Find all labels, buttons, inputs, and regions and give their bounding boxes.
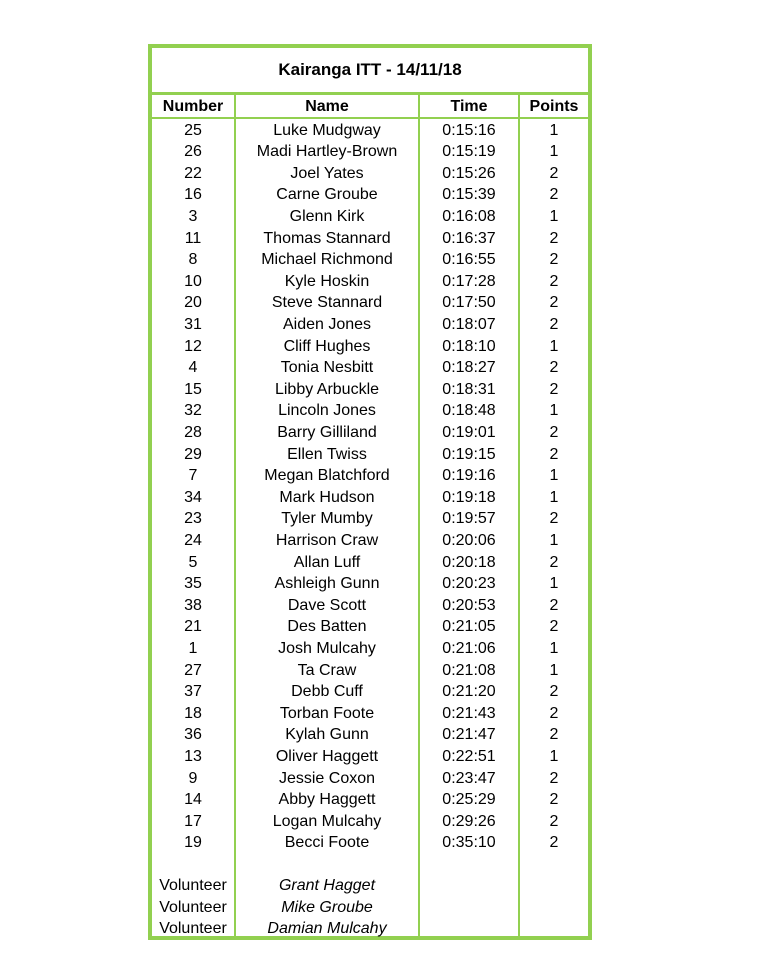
result-time-cell: 0:19:16 (442, 467, 496, 485)
result-name-cell: Oliver Haggett (275, 747, 379, 765)
result-points-cell: 2 (549, 359, 559, 377)
result-time-cell: 0:21:43 (442, 704, 496, 722)
result-name-cell: Kylah Gunn (285, 726, 369, 744)
result-name-cell: Ellen Twiss (287, 445, 367, 463)
result-points-cell: 1 (549, 121, 559, 139)
result-points-cell: 2 (549, 380, 559, 398)
result-number-cell: 10 (184, 272, 202, 290)
result-time-cell: 0:20:23 (442, 575, 496, 593)
result-name-cell: Jessie Coxon (278, 769, 376, 787)
result-points-cell: 2 (549, 769, 559, 787)
result-name-cell: Dave Scott (287, 596, 367, 614)
result-name-cell: Debb Cuff (291, 683, 363, 701)
result-name-cell: Steve Stannard (271, 294, 383, 312)
result-name-cell: Aiden Jones (282, 315, 372, 333)
result-points-cell: 2 (549, 596, 559, 614)
result-time-cell: 0:29:26 (442, 812, 496, 830)
result-name-cell: Megan Blatchford (264, 467, 390, 485)
result-number-cell: 24 (184, 531, 202, 549)
result-time-cell: 0:17:28 (442, 272, 496, 290)
result-points-cell: 2 (549, 726, 559, 744)
volunteer-name: Mike Groube (281, 898, 373, 916)
result-number-cell: 12 (184, 337, 202, 355)
result-time-cell: 0:18:48 (442, 402, 496, 420)
result-points-cell: 2 (549, 553, 559, 571)
result-points-cell: 2 (549, 164, 559, 182)
result-time-cell: 0:16:37 (442, 229, 496, 247)
result-points-cell: 2 (549, 315, 559, 333)
result-name-cell: Barry Gilliland (277, 423, 377, 441)
result-number-cell: 31 (184, 315, 202, 333)
result-time-cell: 0:23:47 (442, 769, 496, 787)
result-time-cell: 0:19:57 (442, 510, 496, 528)
result-time-cell: 0:19:01 (442, 423, 496, 441)
result-time-cell: 0:22:51 (442, 747, 496, 765)
result-time-cell: 0:19:18 (442, 488, 496, 506)
result-time-cell: 0:20:53 (442, 596, 496, 614)
results-sheet (148, 44, 592, 940)
result-time-cell: 0:21:08 (442, 661, 496, 679)
result-time-cell: 0:21:47 (442, 726, 496, 744)
volunteer-label: Volunteer (159, 877, 227, 894)
result-points-cell: 2 (549, 704, 559, 722)
volunteer-label: Volunteer (159, 920, 227, 938)
header-time: Time (450, 98, 488, 115)
result-name-cell: Ashleigh Gunn (274, 575, 380, 593)
result-time-cell: 0:35:10 (442, 834, 496, 852)
result-time-cell: 0:25:29 (442, 791, 496, 809)
result-points-cell: 2 (549, 229, 559, 247)
result-number-cell: 3 (188, 207, 198, 225)
result-name-cell: Michael Richmond (261, 251, 393, 269)
result-time-cell: 0:16:55 (442, 251, 496, 269)
result-time-cell: 0:17:50 (442, 294, 496, 312)
result-number-cell: 5 (188, 553, 198, 571)
result-time-cell: 0:16:08 (442, 207, 496, 225)
result-number-cell: 29 (184, 445, 202, 463)
result-number-cell: 1 (188, 639, 198, 657)
result-number-cell: 25 (184, 121, 202, 139)
result-name-cell: Abby Haggett (278, 791, 376, 809)
result-number-cell: 27 (184, 661, 202, 679)
result-points-cell: 2 (549, 251, 559, 269)
result-points-cell: 2 (549, 791, 559, 809)
header-points: Points (529, 98, 579, 115)
result-points-cell: 2 (549, 294, 559, 312)
result-time-cell: 0:18:07 (442, 315, 496, 333)
result-name-cell: Tonia Nesbitt (280, 359, 374, 377)
volunteer-name: Grant Hagget (278, 877, 376, 894)
result-time-cell: 0:15:19 (442, 143, 496, 161)
result-number-cell: 38 (184, 596, 202, 614)
result-time-cell: 0:20:06 (442, 531, 496, 549)
result-name-cell: Madi Hartley-Brown (256, 143, 398, 161)
result-time-cell: 0:18:31 (442, 380, 496, 398)
result-points-cell: 1 (549, 639, 559, 657)
result-name-cell: Josh Mulcahy (278, 639, 376, 657)
result-number-cell: 36 (184, 726, 202, 744)
result-points-cell: 1 (549, 575, 559, 593)
sheet-title: Kairanga ITT - 14/11/18 (152, 48, 588, 95)
result-time-cell: 0:21:05 (442, 618, 496, 636)
result-number-cell: 26 (184, 143, 202, 161)
result-points-cell: 2 (549, 510, 559, 528)
result-time-cell: 0:21:06 (442, 639, 496, 657)
result-name-cell: Mark Hudson (279, 488, 375, 506)
result-name-cell: Carne Groube (276, 186, 378, 204)
result-number-cell: 37 (184, 683, 202, 701)
result-number-cell: 4 (188, 359, 198, 377)
result-time-cell: 0:18:27 (442, 359, 496, 377)
result-name-cell: Harrison Craw (275, 531, 379, 549)
result-name-cell: Glenn Kirk (289, 207, 365, 225)
result-number-cell: 17 (184, 812, 202, 830)
result-points-cell: 1 (549, 467, 559, 485)
result-number-cell: 23 (184, 510, 202, 528)
result-number-cell: 7 (188, 467, 198, 485)
result-number-cell: 9 (188, 769, 198, 787)
result-points-cell: 2 (549, 683, 559, 701)
result-points-cell: 2 (549, 186, 559, 204)
result-name-cell: Thomas Stannard (263, 229, 391, 247)
result-points-cell: 1 (549, 488, 559, 506)
result-number-cell: 13 (184, 747, 202, 765)
result-time-cell: 0:15:16 (442, 121, 496, 139)
result-number-cell: 19 (184, 834, 202, 852)
result-points-cell: 2 (549, 445, 559, 463)
result-number-cell: 35 (184, 575, 202, 593)
result-points-cell: 2 (549, 272, 559, 290)
result-name-cell: Torban Foote (279, 704, 375, 722)
volunteer-name: Damian Mulcahy (267, 920, 387, 938)
result-number-cell: 34 (184, 488, 202, 506)
result-name-cell: Joel Yates (290, 164, 364, 182)
result-points-cell: 1 (549, 207, 559, 225)
result-name-cell: Lincoln Jones (278, 402, 376, 420)
header-name: Name (305, 98, 349, 115)
result-number-cell: 18 (184, 704, 202, 722)
result-name-cell: Ta Craw (297, 661, 357, 679)
result-number-cell: 11 (184, 229, 202, 247)
result-name-cell: Des Batten (287, 618, 367, 636)
result-points-cell: 1 (549, 661, 559, 679)
result-points-cell: 1 (549, 531, 559, 549)
result-name-cell: Luke Mudgway (273, 121, 381, 139)
result-time-cell: 0:18:10 (442, 337, 496, 355)
result-time-cell: 0:15:26 (442, 164, 496, 182)
result-points-cell: 2 (549, 812, 559, 830)
header-number: Number (162, 98, 224, 115)
result-time-cell: 0:19:15 (442, 445, 496, 463)
result-time-cell: 0:15:39 (442, 186, 496, 204)
result-time-cell: 0:20:18 (442, 553, 496, 571)
result-time-cell: 0:21:20 (442, 683, 496, 701)
result-name-cell: Logan Mulcahy (272, 812, 382, 830)
result-name-cell: Becci Foote (284, 834, 370, 852)
result-number-cell: 28 (184, 423, 202, 441)
result-number-cell: 8 (188, 251, 198, 269)
result-points-cell: 2 (549, 423, 559, 441)
result-points-cell: 1 (549, 747, 559, 765)
result-number-cell: 15 (184, 380, 202, 398)
result-number-cell: 21 (184, 618, 202, 636)
result-points-cell: 2 (549, 618, 559, 636)
result-number-cell: 14 (184, 791, 202, 809)
result-name-cell: Cliff Hughes (283, 337, 371, 355)
result-name-cell: Libby Arbuckle (274, 380, 380, 398)
result-number-cell: 22 (184, 164, 202, 182)
result-number-cell: 20 (184, 294, 202, 312)
result-points-cell: 1 (549, 143, 559, 161)
volunteer-label: Volunteer (159, 898, 227, 916)
result-number-cell: 32 (184, 402, 202, 420)
result-name-cell: Kyle Hoskin (284, 272, 370, 290)
result-points-cell: 2 (549, 834, 559, 852)
result-name-cell: Allan Luff (293, 553, 361, 571)
result-points-cell: 1 (549, 402, 559, 420)
result-name-cell: Tyler Mumby (281, 510, 373, 528)
result-points-cell: 1 (549, 337, 559, 355)
result-number-cell: 16 (184, 186, 202, 204)
